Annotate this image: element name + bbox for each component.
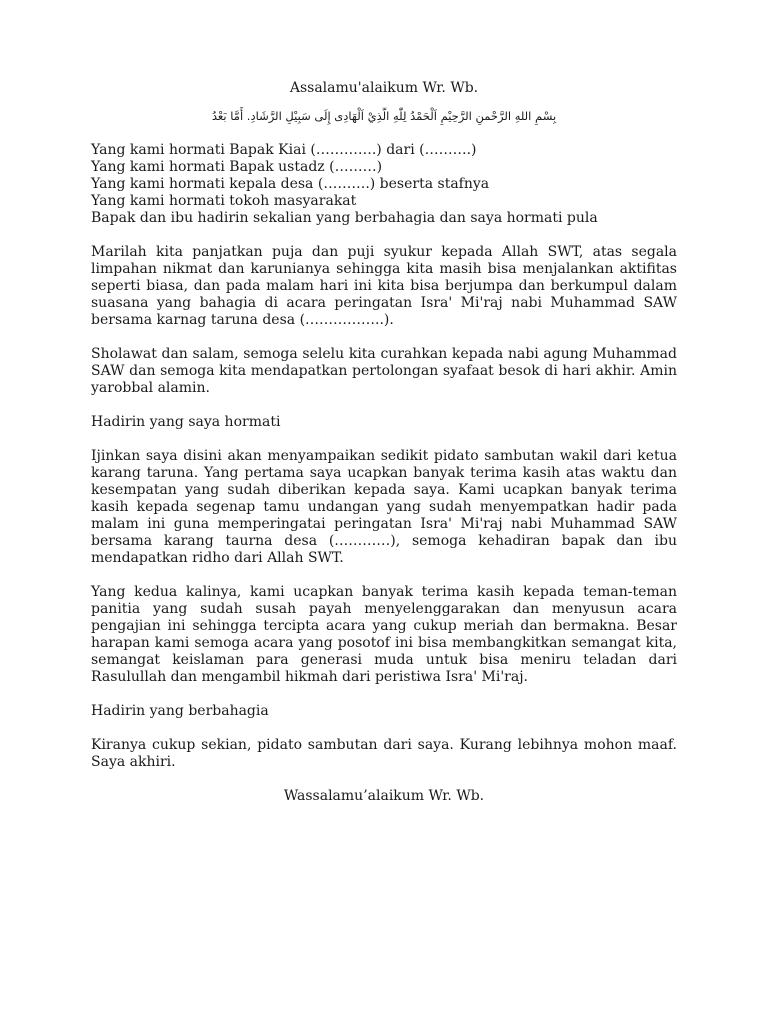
arabic-basmalah-line: بِسْمِ اللهِ الرَّحْمنِ الرَّحِيْمِ اَلْحَمْدُ لِلّٰهِ الَّذِيْ اَلْهَادِى إِلَى سَبِيْلِ الرَّشَادِ. أَمَّا بَعْدُ xyxy=(211,109,557,123)
greeting-line: Yang kami hormati kepala desa (……….) beserta stafnya xyxy=(91,176,490,192)
paragraph-closing: Kiranya cukup sekian, pidato sambutan dari saya. Kurang lebihnya mohon maaf. Saya akhiri. xyxy=(91,737,677,770)
opening-salam: Assalamu'alaikum Wr. Wb. xyxy=(289,80,479,96)
greeting-line: Yang kami hormati tokoh masyarakat xyxy=(91,193,357,209)
paragraph-thanks-guests: Ijinkan saya disini akan menyampaikan sedikit pidato sambutan wakil dari ketua karang taruna. Yang pertama saya ucapkan banyak terima kasih atas waktu dan kesempatan yang sudah diberikan kepada saya. Kami ucapkan banyak terima kasih kepada segenap tamu undangan yang sudah menyempatkan hadir pada malam ini guna memperingatai peringatan Isra' Mi'raj nabi Muhammad SAW bersama karang taurna desa (…………), semoga kehadiran bapak dan ibu mendapatkan ridho dari Allah SWT. xyxy=(91,448,677,566)
address-hadirin-hormati: Hadirin yang saya hormati xyxy=(91,414,281,430)
greeting-line: Bapak dan ibu hadirin sekalian yang berbahagia dan saya hormati pula xyxy=(91,210,598,226)
greeting-line: Yang kami hormati Bapak Kiai (………….) dari (……….) xyxy=(91,142,477,158)
speech-document xyxy=(91,80,677,805)
address-hadirin-berbahagia: Hadirin yang berbahagia xyxy=(91,703,269,719)
paragraph-thanks-committee: Yang kedua kalinya, kami ucapkan banyak terima kasih kepada teman-teman panitia yang sudah susah payah menyelenggarakan dan menyusun acara pengajian ini sehingga tercipta acara yang cukup meriah dan bermakna. Besar harapan kami semoga acara yang posotof ini bisa membangkitkan semangat kita, semangat keislaman para generasi muda untuk bisa meniru teladan dari Rasulullah dan mengambil hikmah dari peristiwa Isra' Mi'raj. xyxy=(91,584,677,685)
greetings-list xyxy=(91,142,677,227)
paragraph-praise: Marilah kita panjatkan puja dan puji syukur kepada Allah SWT, atas segala limpahan nikmat dan karunianya sehingga kita masih bisa menjalankan aktifitas seperti biasa, dan pada malam hari ini kita bisa berjumpa dan berkumpul dalam suasana yang bahagia di acara peringatan Isra' Mi'raj nabi Muhammad SAW bersama karnag taruna desa (……………..). xyxy=(91,244,677,328)
paragraph-sholawat: Sholawat dan salam, semoga selelu kita curahkan kepada nabi agung Muhammad SAW dan semoga kita mendapatkan pertolongan syafaat besok di hari akhir. Amin yarobbal alamin. xyxy=(91,346,677,396)
greeting-line: Yang kami hormati Bapak ustadz (………) xyxy=(91,159,383,175)
closing-salam: Wassalamu’alaikum Wr. Wb. xyxy=(283,788,485,804)
